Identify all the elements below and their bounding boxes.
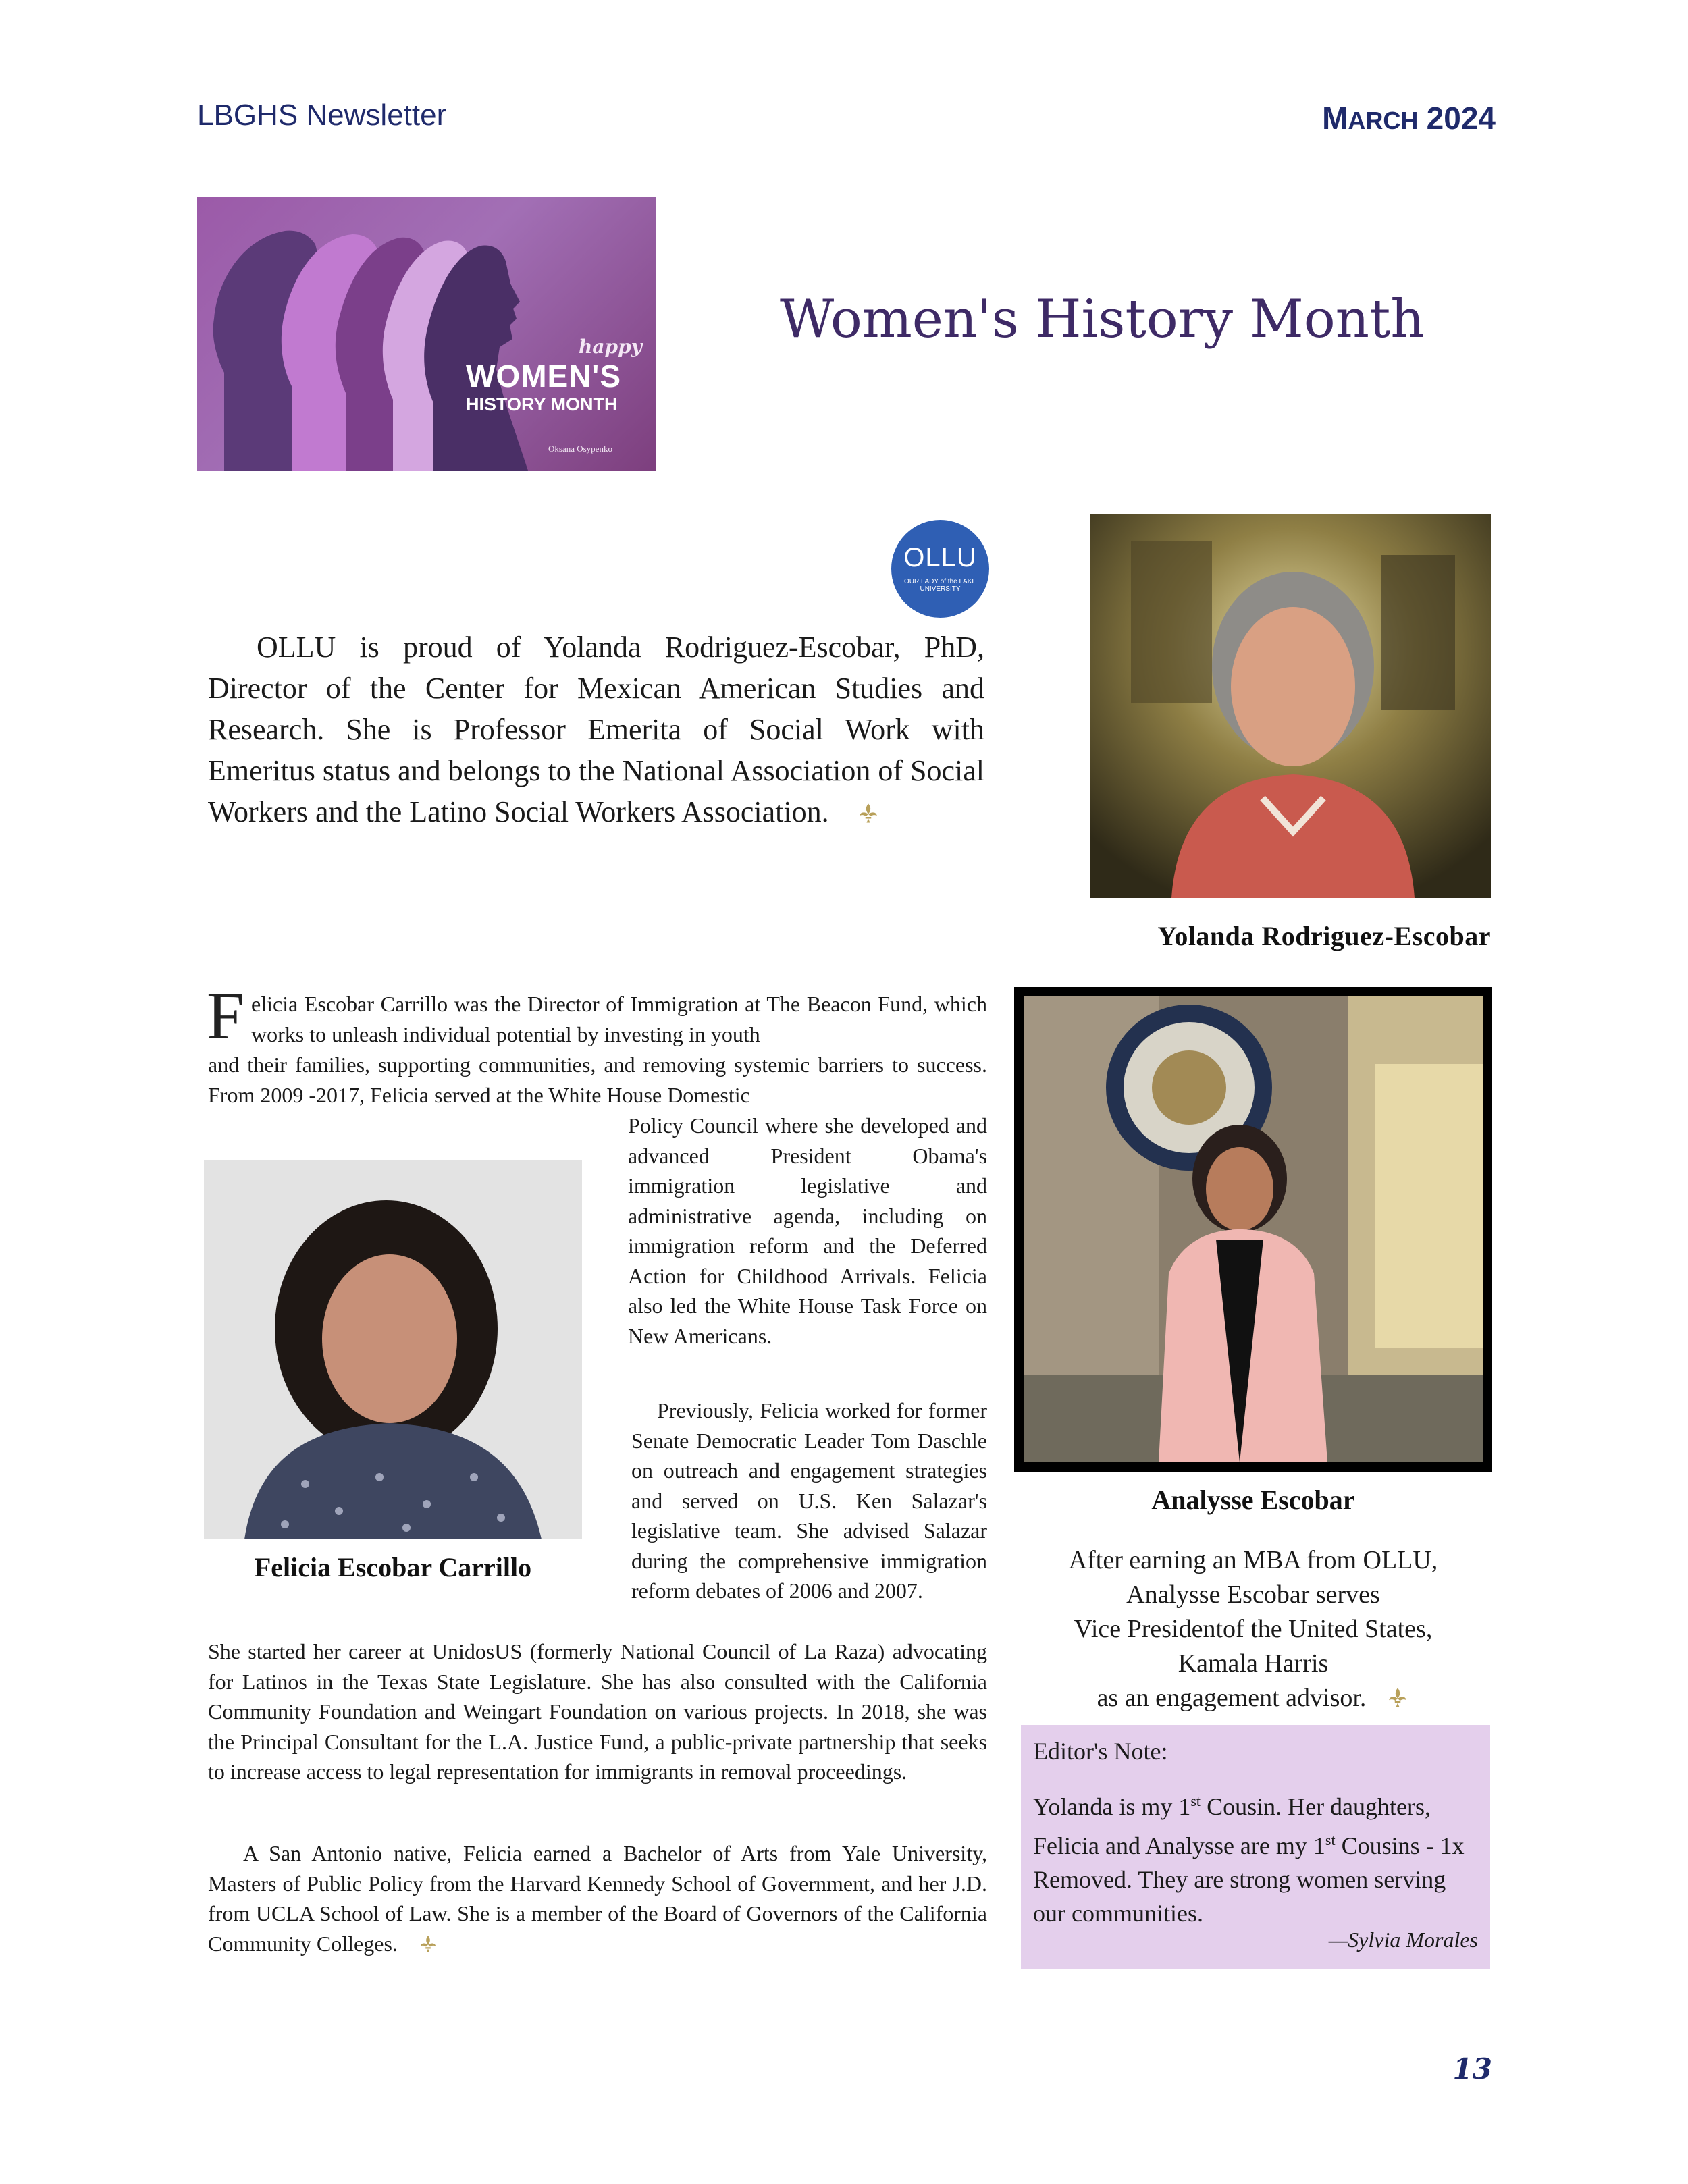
banner-credit: Oksana Osypenko	[548, 444, 612, 454]
ollu-logo-initials: OLLU	[903, 543, 977, 572]
analysse-line-last	[1014, 1681, 1492, 1715]
felicia-paragraph-2b: She started her career at UnidosUS (formerly National Council of La Raza) advocating for Latinos in the Texas State Legislature. She has also consulted with the California Community Foundation and Weingart Foundation on various projects. In 2018, she was the Principal Consultant for the L.A. Justice Fund, a public-private partnership that seeks to increase access to legal representation for immigrants in removal proceedings.	[208, 1639, 987, 1784]
ollu-logo-subtitle	[891, 578, 989, 593]
page-number: 13	[1452, 2052, 1492, 2085]
ollu-logo-line2: UNIVERSITY	[920, 585, 961, 593]
editors-note-text-2: Cousin. Her daughters, Felicia and Analysse are my 1	[1033, 1793, 1431, 1859]
fleur-de-lis-icon	[1386, 1686, 1409, 1709]
yolanda-caption: Yolanda Rodriguez-Escobar	[1157, 921, 1491, 951]
editors-note-box	[1021, 1725, 1490, 1969]
ollu-logo	[891, 520, 989, 618]
analysse-line: as an engagement advisor.	[1097, 1684, 1367, 1712]
banner-title-line2: HISTORY MONTH	[466, 394, 618, 415]
felicia-paragraph-3	[208, 1838, 987, 1959]
womens-history-banner	[197, 197, 656, 471]
banner-title-line1: WOMEN'S	[466, 358, 622, 394]
editors-note-sup-2: st	[1325, 1832, 1336, 1848]
ollu-intro-paragraph	[208, 627, 984, 832]
analysse-line: Kamala Harris	[1178, 1649, 1329, 1678]
month-initial: M	[1322, 101, 1348, 136]
felicia-paragraph-1c: Policy Council where she developed and advanced President Obama's immigration legislative and administrative agenda, including on immigration reform and the Deferred Action for Childhood Arrivals. Felicia also led the White House Task Force on New Americans.	[628, 1113, 987, 1348]
felicia-paragraph-2a-text: Previously, Felicia worked for former Senate Democratic Leader Tom Daschle on outreach and engagement strategies and served on U.S. Ken Salazar's legislative team. She advised Salazar during the comprehensive immigration reform debates of 2006 and 2007.	[631, 1398, 987, 1603]
silhouettes-illustration	[197, 197, 656, 471]
analysse-description	[1014, 1543, 1492, 1715]
analysse-photo	[1014, 987, 1492, 1472]
analysse-line: After earning an MBA from OLLU,	[1068, 1546, 1438, 1574]
analysse-caption: Analysse Escobar	[1151, 1485, 1355, 1515]
fleur-de-lis-icon	[857, 801, 880, 824]
felicia-photo	[204, 1160, 582, 1539]
analysse-line: Analysse Escobar serves	[1126, 1580, 1380, 1609]
felicia-paragraph-1a: elicia Escobar Carrillo was the Director of Immigration at The Beacon Fund, which works to unleash individual potential by investing in youth	[251, 992, 987, 1046]
banner-happy: happy	[579, 336, 642, 358]
editors-note-text-1: Yolanda is my 1	[1033, 1793, 1191, 1820]
ollu-logo-line1: OUR LADY of the LAKE	[903, 578, 977, 585]
editors-note-body	[1033, 1784, 1479, 1930]
editors-note-sup-1: st	[1190, 1792, 1201, 1809]
month-rest: ARCH	[1348, 107, 1419, 134]
issue-year: 2024	[1426, 101, 1496, 136]
felicia-paragraph-2a	[631, 1395, 987, 1606]
editors-note-signature: —Sylvia Morales	[1328, 1927, 1478, 1952]
newsletter-name: LBGHS Newsletter	[197, 99, 447, 132]
drop-cap: F	[207, 978, 244, 1053]
page-title: Women's History Month	[780, 289, 1425, 350]
issue-date	[1322, 100, 1496, 136]
felicia-paragraph-3-text: A San Antonio native, Felicia earned a Bachelor of Arts from Yale University, Masters of Public Policy from the Harvard Kennedy School of Government, and her J.D. from UCLA School of Law. She is a member of the Board of Governors of the California Community Colleges.	[208, 1841, 987, 1956]
fleur-de-lis-icon	[418, 1934, 438, 1954]
felicia-paragraph-1b: and their families, supporting communities, and removing systemic barriers to success. From 2009 -2017, Felicia served at the White House Domestic	[208, 1053, 987, 1107]
analysse-line: Vice Presidentof the United States,	[1074, 1615, 1433, 1643]
intro-text: OLLU is proud of Yolanda Rodriguez-Escobar, PhD, Director of the Center for Mexican American Studies and Research. She is Professor Emerita of Social Work with Emeritus status and belongs to the National Association of Social Workers and the Latino Social Workers Association.	[208, 631, 984, 828]
felicia-caption: Felicia Escobar Carrillo	[254, 1552, 532, 1582]
yolanda-photo	[1090, 514, 1491, 898]
editors-note-text-3: Cousins - 1x Removed. They are strong women serving our communities.	[1033, 1832, 1465, 1927]
editors-note-heading: Editor's Note:	[1033, 1738, 1168, 1765]
